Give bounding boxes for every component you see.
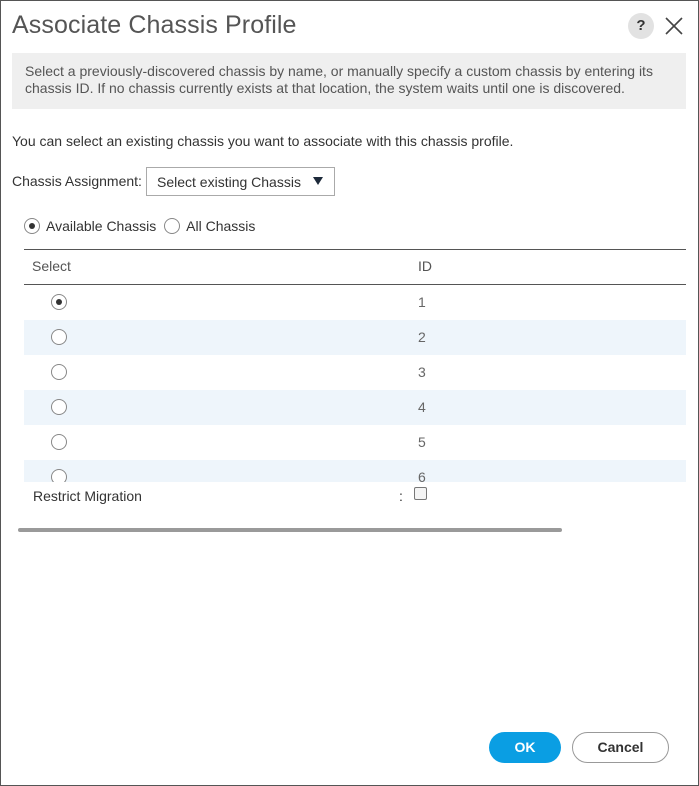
restrict-migration-colon: : [399, 488, 403, 504]
table-row[interactable] [24, 425, 686, 460]
dialog-title: Associate Chassis Profile [12, 11, 297, 39]
row-id: 1 [418, 294, 426, 310]
chassis-assignment-label: Chassis Assignment: [12, 173, 142, 189]
info-text: Select a previously-discovered chassis by name, or manually specify a custom chassis by entering its chassis ID. If no chassis currently exists at that location, the system waits until one is discovered. [25, 63, 653, 96]
row-select-radio[interactable] [51, 364, 67, 380]
table-row[interactable] [24, 320, 686, 355]
available-chassis-label: Available Chassis [46, 218, 157, 234]
caret-down-icon [313, 177, 323, 185]
table-row[interactable] [24, 390, 686, 425]
intro-text: You can select an existing chassis you want to associate with this chassis profile. [12, 133, 514, 149]
chassis-filter [24, 218, 255, 237]
all-chassis-option[interactable] [164, 218, 255, 234]
horizontal-scrollbar[interactable] [18, 528, 562, 532]
row-id: 2 [418, 329, 426, 345]
restrict-migration-checkbox[interactable] [414, 487, 427, 500]
available-chassis-radio[interactable] [24, 218, 40, 234]
info-box [12, 53, 686, 109]
all-chassis-radio[interactable] [164, 218, 180, 234]
row-select-radio[interactable] [51, 434, 67, 450]
table-row[interactable] [24, 355, 686, 390]
column-header-select[interactable]: Select [32, 258, 71, 274]
row-id: 6 [418, 469, 426, 482]
row-select-radio[interactable] [51, 329, 67, 345]
ok-button[interactable]: OK [489, 732, 561, 763]
chassis-table [24, 249, 686, 482]
chassis-assignment-value: Select existing Chassis [157, 174, 301, 190]
row-id: 3 [418, 364, 426, 380]
table-row[interactable] [24, 460, 686, 482]
table-header [24, 250, 686, 285]
row-id: 4 [418, 399, 426, 415]
table-row[interactable] [24, 285, 686, 320]
close-icon [661, 10, 687, 40]
restrict-migration-label: Restrict Migration [33, 488, 142, 504]
chassis-assignment-select[interactable] [146, 167, 335, 196]
row-id: 5 [418, 434, 426, 450]
help-button[interactable] [628, 13, 654, 39]
cancel-button[interactable]: Cancel [572, 732, 669, 763]
row-select-radio[interactable] [51, 469, 67, 482]
row-select-radio[interactable] [51, 399, 67, 415]
column-header-id[interactable]: ID [418, 258, 432, 274]
available-chassis-option[interactable] [24, 218, 156, 234]
help-icon: ? [636, 17, 646, 34]
row-select-radio[interactable] [51, 294, 67, 310]
all-chassis-label: All Chassis [186, 218, 256, 234]
close-button[interactable] [661, 10, 687, 40]
